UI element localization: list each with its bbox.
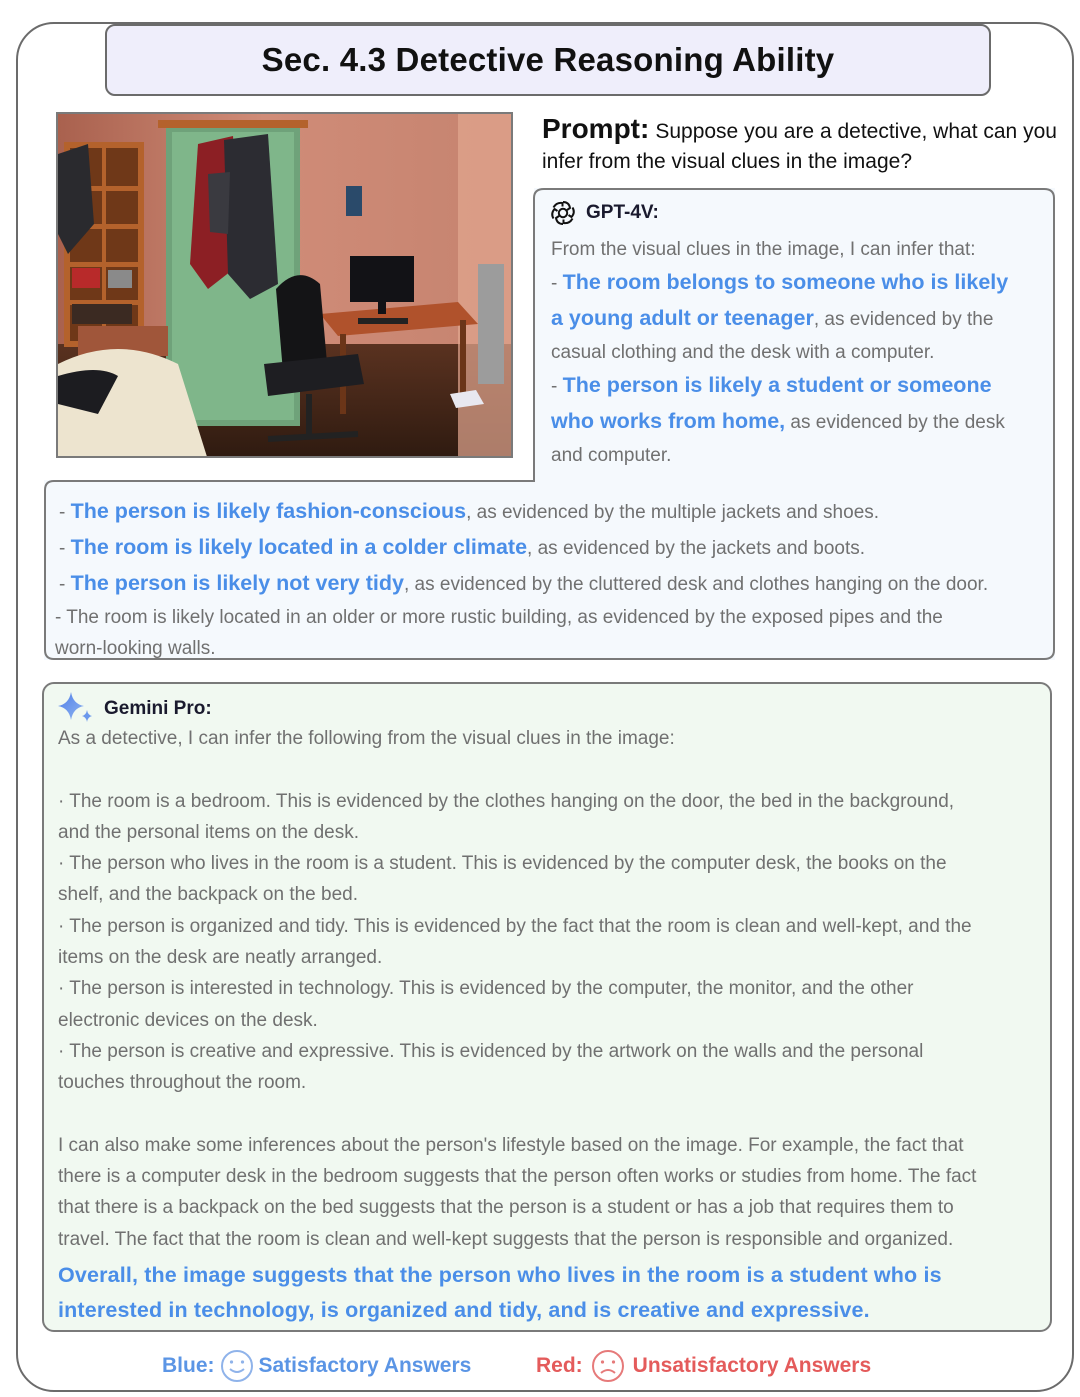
prompt-text: Suppose you are a detective, what can you infer from the visual clues in the image? xyxy=(542,120,1057,173)
gpt4v-point5-rest: , as evidenced by the cluttered desk and clothes hanging on the door. xyxy=(403,574,989,595)
legend-unsatisfactory xyxy=(536,1348,871,1384)
gpt4v-response-bottom: - The person is likely fashion-conscious, as evidenced by the multiple jackets and shoes. - The room is likely located in a colder climate, as evidenced by the jackets and boots. - The person is likely not very tidy, as evidenced by the cluttered desk and clothes hanging on the door. - The room is likely located in an older or more rustic building, as evidenced by the exposed pipes and the worn-looking walls. xyxy=(59,494,1059,664)
gemini-paragraph-line1: I can also make some inferences about the person's lifestyle based on the image. For example, the fact that xyxy=(58,1134,964,1156)
legend-blue-label: Blue: xyxy=(162,1354,215,1377)
gpt4v-point3-highlight: The person is likely fashion-conscious xyxy=(70,499,467,523)
bedroom-photo-illustration xyxy=(58,114,513,458)
gemini-overall-conclusion xyxy=(58,1258,1043,1328)
gpt4v-point6-b: worn-looking walls. xyxy=(55,638,216,659)
legend-blue-text: Satisfactory Answers xyxy=(258,1354,472,1377)
legend-red-text: Unsatisfactory Answers xyxy=(632,1354,872,1377)
gemini-sparkle-icon xyxy=(56,690,94,722)
gpt4v-point3-rest: , as evidenced by the multiple jackets and shoes. xyxy=(466,502,880,523)
gemini-paragraph-line4: travel. The fact that the room is clean and well-kept suggests that the person is responsible and organized. xyxy=(58,1228,954,1250)
gpt4v-point1-highlight-a: The room belongs to someone who is likely xyxy=(562,270,1009,294)
gemini-paragraph-line3: that there is a backpack on the bed suggests that the person is a student or has a job that requires them to xyxy=(58,1197,954,1219)
gpt4v-point2-rest-a: as evidenced by the desk xyxy=(785,412,1005,433)
gpt4v-point2-rest-b: and computer. xyxy=(551,445,672,466)
title-box xyxy=(105,24,991,96)
gemini-bullet1-a: · The room is a bedroom. This is evidenced by the clothes hanging on the door, the bed in the background, xyxy=(58,790,955,812)
gemini-bullet5-a: · The person is creative and expressive. This is evidenced by the artwork on the walls and the personal xyxy=(58,1040,924,1062)
gemini-response-text xyxy=(58,723,1043,1255)
sad-face-icon xyxy=(583,1348,633,1384)
gpt4v-point1-highlight-b: a young adult or teenager xyxy=(551,306,814,330)
gpt4v-point1-rest-b: casual clothing and the desk with a computer. xyxy=(551,342,935,363)
bedroom-photo xyxy=(56,112,513,458)
gpt4v-point4-highlight: The room is likely located in a colder climate xyxy=(70,535,528,559)
prompt-label: Prompt: xyxy=(542,113,650,144)
gemini-bullet4-b: electronic devices on the desk. xyxy=(58,1009,318,1031)
gpt4v-point1-rest-a: , as evidenced by the xyxy=(813,309,994,330)
gemini-overall-line1: Overall, the image suggests that the person who lives in the room is a student who is xyxy=(58,1263,942,1287)
gpt4v-point6-a: - The room is likely located in an older or more rustic building, as evidenced by the exposed pipes and the xyxy=(55,607,943,628)
gpt4v-model-name: GPT-4V: xyxy=(586,202,659,223)
legend-red-label: Red: xyxy=(536,1354,583,1377)
legend-satisfactory xyxy=(162,1348,471,1384)
openai-logo-icon xyxy=(548,198,578,228)
section-title: Sec. 4.3 Detective Reasoning Ability xyxy=(261,41,835,78)
gemini-bullet3-b: items on the desk are neatly arranged. xyxy=(58,947,383,969)
gpt4v-response-top: From the visual clues in the image, I can infer that: - The room belongs to someone who is likely a young adult or teenager, as evidenced by the casual clothing and the desk with a computer. - The person is likely a student or someone who works from home, as evidenced by the desk and computer. xyxy=(551,234,1041,471)
gemini-intro: As a detective, I can infer the following from the visual clues in the image: xyxy=(58,728,675,749)
gpt4v-header xyxy=(548,198,659,228)
gpt4v-point2-highlight-b: who works from home, xyxy=(551,409,786,433)
gemini-bullet4-a: · The person is interested in technology. This is evidenced by the computer, the monitor, and the other xyxy=(58,978,914,1000)
gemini-paragraph-line2: there is a computer desk in the bedroom suggests that the person often works or studies from home. The fact xyxy=(58,1166,977,1188)
gemini-bullet3-a: · The person is organized and tidy. This is evidenced by the fact that the room is clean and well-kept, and the xyxy=(58,915,972,937)
gpt4v-intro: From the visual clues in the image, I can infer that: xyxy=(551,239,976,260)
gemini-bullet2-a: · The person who lives in the room is a student. This is evidenced by the computer desk, the books on the xyxy=(58,853,947,875)
gpt4v-point5-highlight: The person is likely not very tidy xyxy=(70,571,404,595)
gemini-bullet1-b: and the personal items on the desk. xyxy=(58,821,360,843)
gemini-overall-line2: interested in technology, is organized and tidy, and is creative and expressive. xyxy=(58,1298,870,1322)
gemini-bullet5-b: touches throughout the room. xyxy=(58,1072,307,1094)
legend xyxy=(0,1340,1080,1384)
gpt4v-point4-rest: , as evidenced by the jackets and boots. xyxy=(527,538,866,559)
gemini-model-name: Gemini Pro: xyxy=(104,698,212,719)
gemini-header xyxy=(56,690,212,722)
gemini-bullet2-b: shelf, and the backpack on the bed. xyxy=(58,884,358,906)
prompt-block xyxy=(542,114,1062,177)
smiley-face-icon xyxy=(215,1348,259,1384)
gpt4v-point2-highlight-a: The person is likely a student or someone xyxy=(562,373,992,397)
